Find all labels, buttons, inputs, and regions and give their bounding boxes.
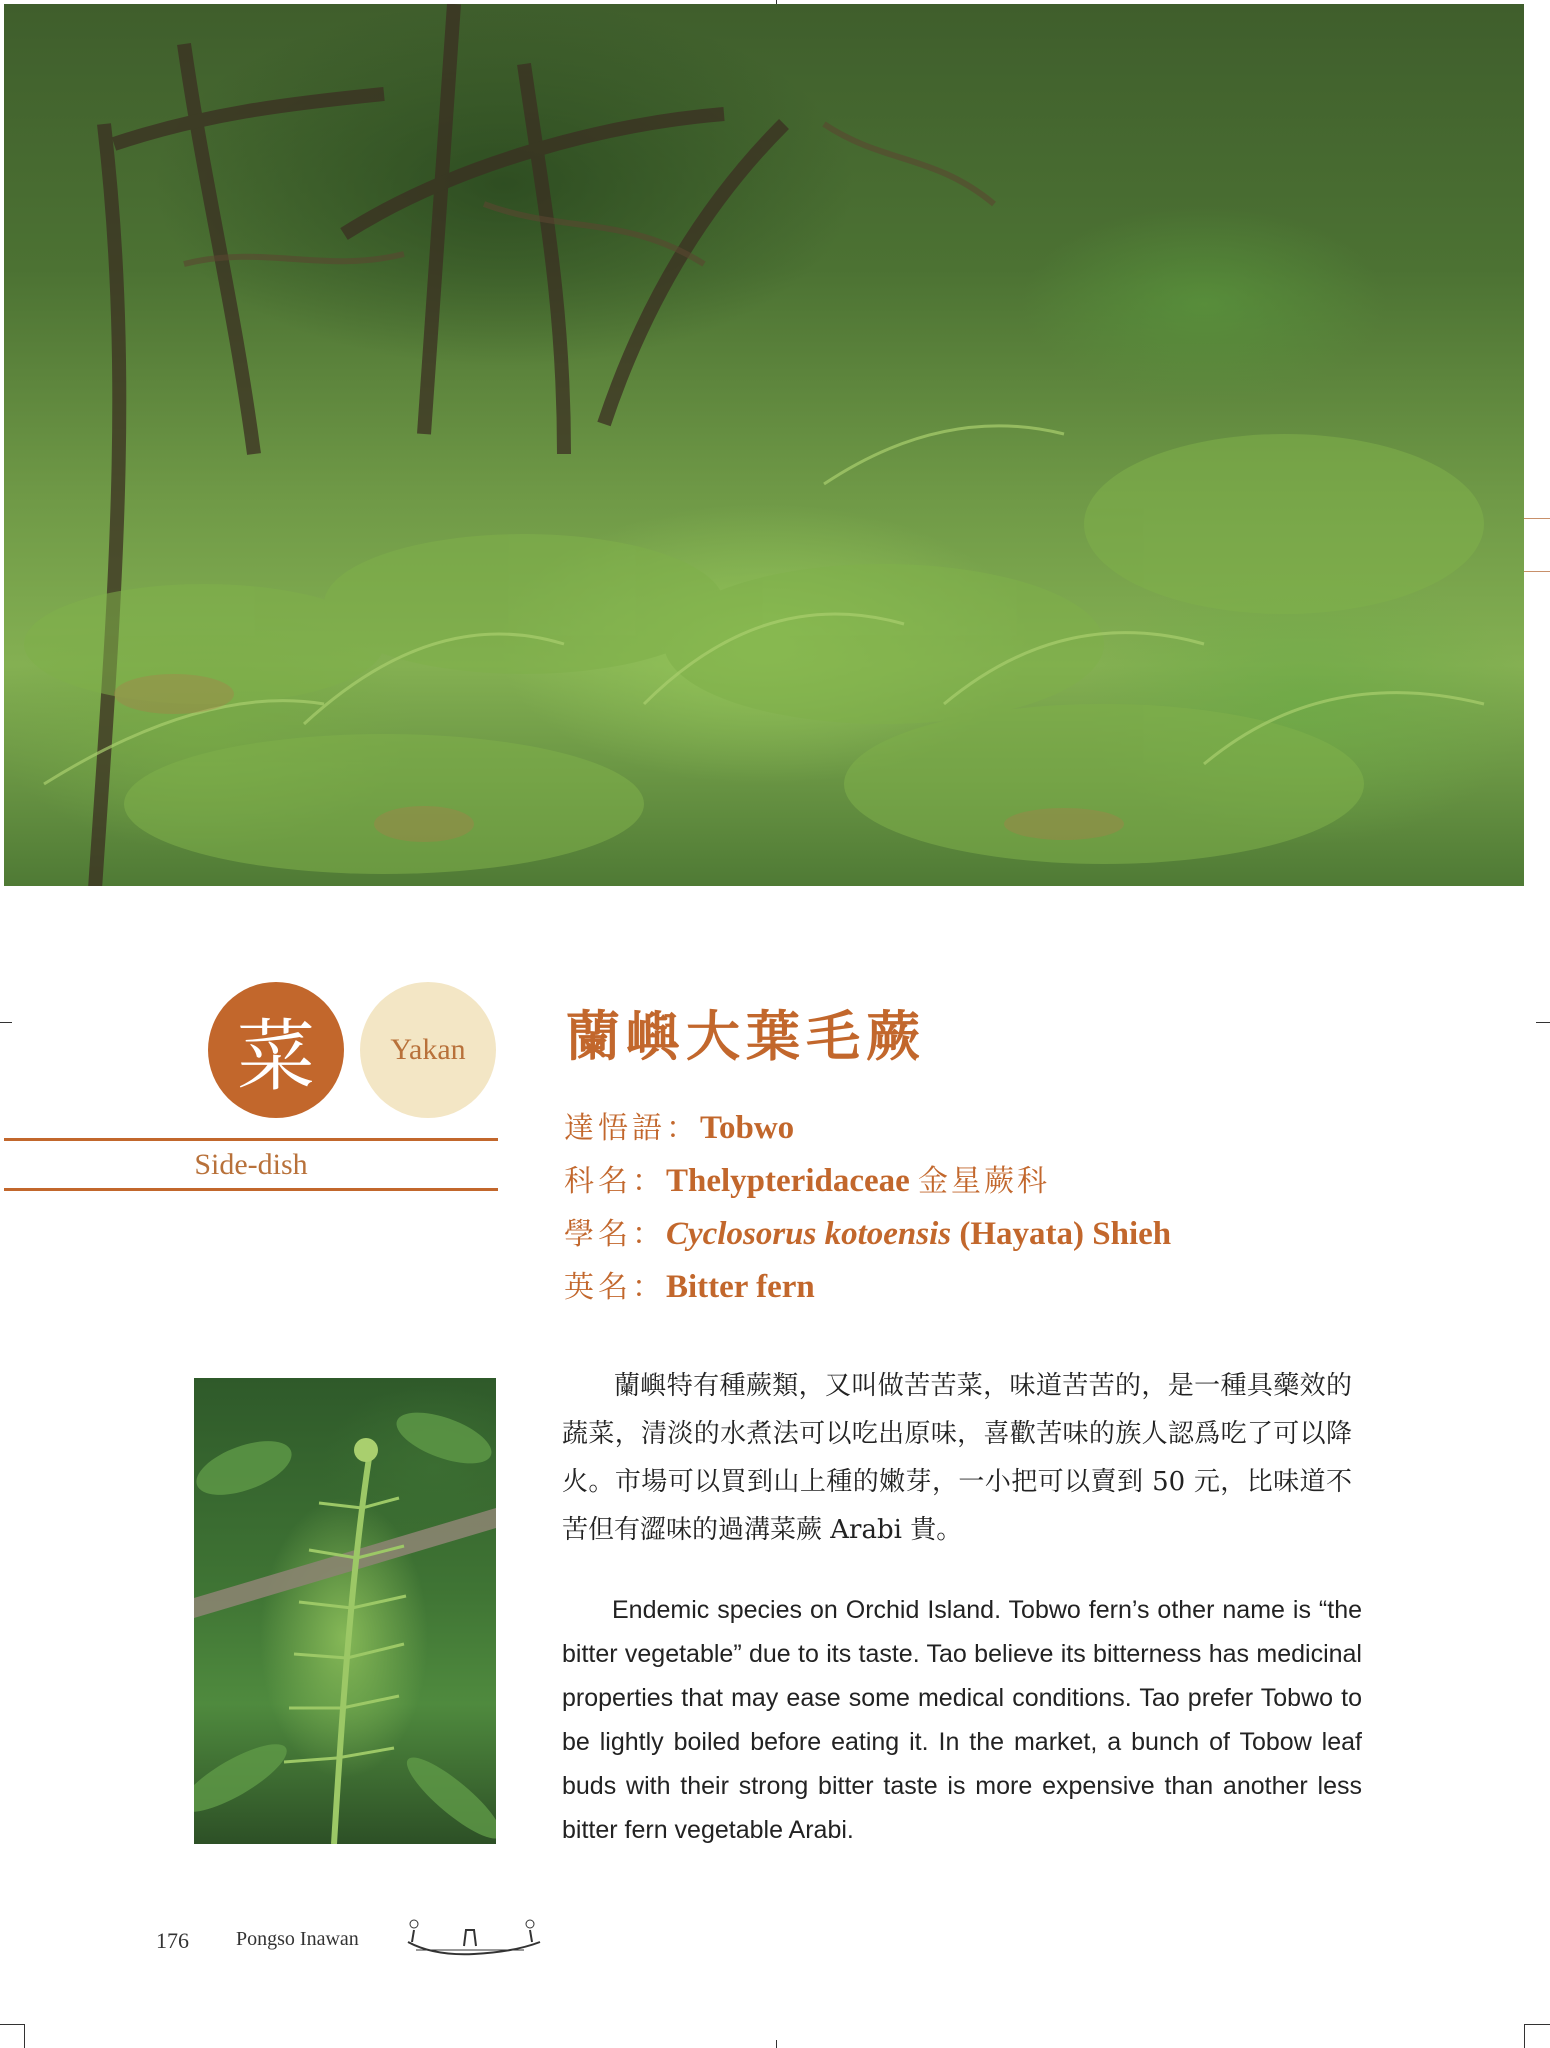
scientific-label: 學名：: [564, 1217, 666, 1252]
chinese-description: 蘭嶼特有種蕨類，又叫做苦苦菜，味道苦苦的，是一種具藥效的蔬菜，清淡的水煮法可以吃出原味，喜歡苦味的族人認爲吃了可以降火。市場可以買到山上種的嫩芽，一小把可以賣到 50 元，比味道不苦但有澀味的過溝菜蕨 Arabi 貴。: [562, 1371, 1352, 1545]
crop-mark: [776, 2040, 777, 2048]
scientific-name: Cyclosorus kotoensis: [666, 1216, 952, 1252]
tao-name: Tobwo: [700, 1110, 795, 1146]
fern-bud-photo: [194, 1378, 496, 1844]
family-latin: Thelypteridaceae: [666, 1163, 910, 1199]
crop-mark: [0, 1022, 12, 1023]
crop-mark: [1536, 1022, 1550, 1023]
forest-illustration: [4, 4, 1524, 886]
yakan-label: Yakan: [390, 1033, 466, 1066]
crop-mark: [1524, 2024, 1525, 2048]
scientific-row: [564, 1208, 1171, 1261]
category-label: Side-dish: [194, 1148, 308, 1181]
category-badge-icon: [208, 982, 344, 1118]
header-photo: [4, 4, 1524, 886]
yakan-badge: [360, 982, 496, 1118]
english-description: Endemic species on Orchid Island. Tobwo fern’s other name is “the bitter vegetable” due to its taste. Tao believe its bitterness has medicinal properties that may ease some medical conditions. Tao prefer Tobwo to be lightly boiled before eating it. In the market, a bunch of Tobow leaf buds with their strong bitter taste is more expensive than another less bitter fern vegetable Arabi.: [562, 1596, 1362, 1844]
divider-top: [4, 1138, 498, 1141]
family-chinese: 金星蕨科: [918, 1164, 1051, 1199]
scientific-author: (Hayata) Shieh: [959, 1216, 1172, 1252]
page-number: 176: [156, 1928, 189, 1953]
tao-name-row: [564, 1102, 1171, 1155]
family-label: 科名：: [564, 1164, 666, 1199]
english-name: Bitter fern: [666, 1269, 815, 1305]
crop-mark: [24, 2024, 25, 2048]
family-row: [564, 1155, 1171, 1208]
divider-bottom: [4, 1188, 498, 1191]
tao-name-label: 達悟語：: [564, 1111, 700, 1146]
english-row: [564, 1261, 1171, 1314]
book-title: Pongso Inawan: [236, 1928, 359, 1950]
english-label: 英名：: [564, 1270, 666, 1305]
canoe-icon: [404, 1912, 544, 1962]
fern-bud-illustration: [194, 1378, 496, 1844]
category-character: 菜: [236, 1012, 315, 1102]
crop-mark: [1524, 2024, 1550, 2025]
entry-title: 蘭嶼大葉毛蕨: [566, 1004, 926, 1068]
page-tab-mark: [1524, 518, 1550, 572]
crop-mark: [0, 2024, 24, 2025]
entry-metadata: [564, 1102, 1171, 1314]
